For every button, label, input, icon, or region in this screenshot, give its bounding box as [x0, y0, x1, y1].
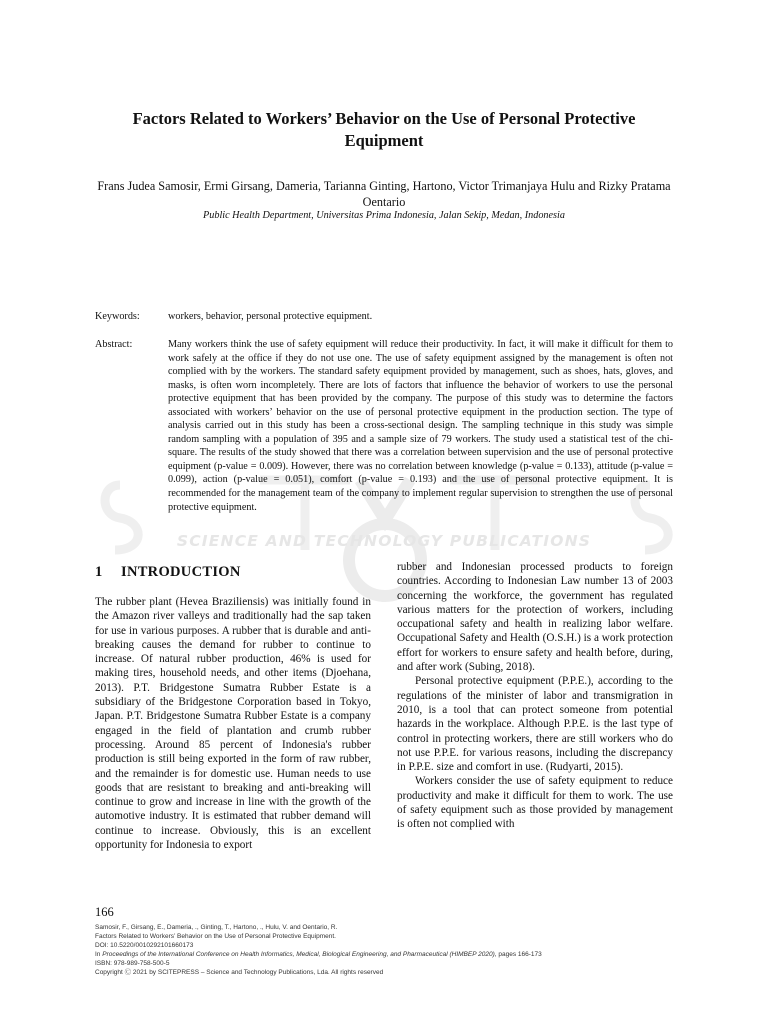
publisher-watermark: SCIENCE AND TECHNOLOGY PUBLICATIONS — [176, 532, 592, 550]
left-paragraph: The rubber plant (Hevea Braziliensis) was initially found in the Amazon river valleys and traditionally had the sap taken for use in various purposes. A rubber that is durable and anti-breaking causes the demand for rubber to continue to increase. Of natural rubber production, 46% is used for making tires, household needs, and other items (Djoehana, 2013). P.T. Bridgestone Sumatra Rubber Estate is a subsidiary of the Bridgestone Corporation based in Tokyo, Japan. P.T. Bridgestone Sumatra Rubber Estate is a company engaged in the field of plantation and crumb rubber processing. Around 85 percent of Indonesia's rubber production is still being exported in the form of raw rubber, and the remainder is for domestic use. Human needs to use goods that are resistant to breaking and anti-breaking will continue to grow and increase in line with the growth of the automotive industry. It is estimated that rubber demand will continue to increase. Obviously, this is an excellent opportunity for Indonesia to export — [95, 596, 371, 852]
section-title: INTRODUCTION — [121, 564, 241, 580]
footer-citation: Samosir, F., Girsang, E., Dameria, ., Ginting, T., Hartono, ., Hulu, V. and Oentario, R. — [95, 924, 338, 931]
right-paragraph: Personal protective equipment (P.P.E.), according to the regulations of the minister of labor and transmigration in 2010, is a tool that can protect someone from potential hazards in the workplace. Although P.P.E. is the last type of control in protecting workers, there are still workers who do not use P.P.E. for various reasons, including the discrepancy in P.P.E. size and comfort in use. (Rudyarti, 2015). — [397, 675, 673, 774]
footer-citation-title: Factors Related to Workers’ Behavior on the Use of Personal Protective Equipment. — [95, 932, 336, 940]
footer-copyright: Copyright Ⓒ 2021 by SCITEPRESS – Science and Technology Publications, Lda. All rights reserved — [95, 968, 384, 976]
left-column — [95, 595, 371, 852]
paper-affiliation: Public Health Department, Universitas Prima Indonesia, Jalan Sekip, Medan, Indonesia — [203, 210, 565, 221]
right-paragraph: Workers consider the use of safety equipment to reduce productivity and make it difficult for them to work. The use of safety equipment such as those provided by management is often not complied with — [397, 775, 673, 831]
citation-footer — [95, 924, 695, 977]
footer-pages: , pages 166-173 — [494, 950, 542, 958]
abstract-label: Abstract: — [95, 339, 133, 350]
right-column — [397, 560, 673, 832]
keywords-text: workers, behavior, personal protective equipment. — [168, 311, 373, 322]
footer-proceedings-title: Proceedings of the International Conference on Health Informatics, Medical, Biological Engineering, and Pharmaceutical (HIMBEP 2020) — [102, 950, 495, 958]
footer-proceedings-prefix: In — [95, 950, 103, 958]
abstract-text: Many workers think the use of safety equipment will reduce their productivity. In fact, it will make it difficult for them to work safely at the office if they do not use one. The use of safety equipment assigned by the management is often not complied with by the workers. The standard safety equipment provided by management, such as shoes, hats, gloves, and masks, is often worn incompletely. There are lots of factors that influence the behavior of workers to use the personal protective equipment that has been provided by the company. The purpose of this study was to determine the factors associated with workers’ behavior on the use of personal protective equipment in the production section. The type of analysis carried out in this study has been a cross-sectional design. The sampling technique in this study was simple random sampling with a population of 395 and a sample size of 79 workers. The study used a statistical test of the chi-square. The results of the study showed that there was a correlation between supervision and the use of personal protective equipment (p-value = 0.009). However, there was no correlation between knowledge (p-value = 0.133), attitude (p-value = 0.099), action (p-value = 0.051), comfort (p-value = 0.193) and the use of personal protective equipment. It is recommended for the management team of the company to implement regular supervision to strengthen the use of personal protective equipment. — [168, 339, 673, 513]
right-paragraph: rubber and Indonesian processed products to foreign countries. According to Indonesian Law number 13 of 2003 concerning the workforce, the government has regulated various matters for the protection of workers, including occupational safety and health in realizing labor welfare. Occupational Safety and Health (O.S.H.) is a work protection effort for workers to ensure safety and health before, during, and after work (Subing, 2018). — [397, 561, 673, 674]
footer-doi: DOI: 10.5220/0010292101660173 — [95, 941, 194, 949]
footer-proceedings — [95, 951, 695, 960]
section-number: 1 — [95, 564, 103, 580]
section-heading — [95, 563, 241, 581]
footer-isbn: ISBN: 978-989-758-500-5 — [95, 959, 170, 967]
page-number: 166 — [95, 905, 114, 919]
paper-title: Factors Related to Workers’ Behavior on the Use of Personal Protective Equipment — [132, 109, 636, 150]
keywords-label: Keywords: — [95, 311, 140, 322]
paper-authors: Frans Judea Samosir, Ermi Girsang, Dameria, Tarianna Ginting, Hartono, Victor Trimanjaya Hulu and Rizky Pratama Oentario — [97, 179, 671, 209]
